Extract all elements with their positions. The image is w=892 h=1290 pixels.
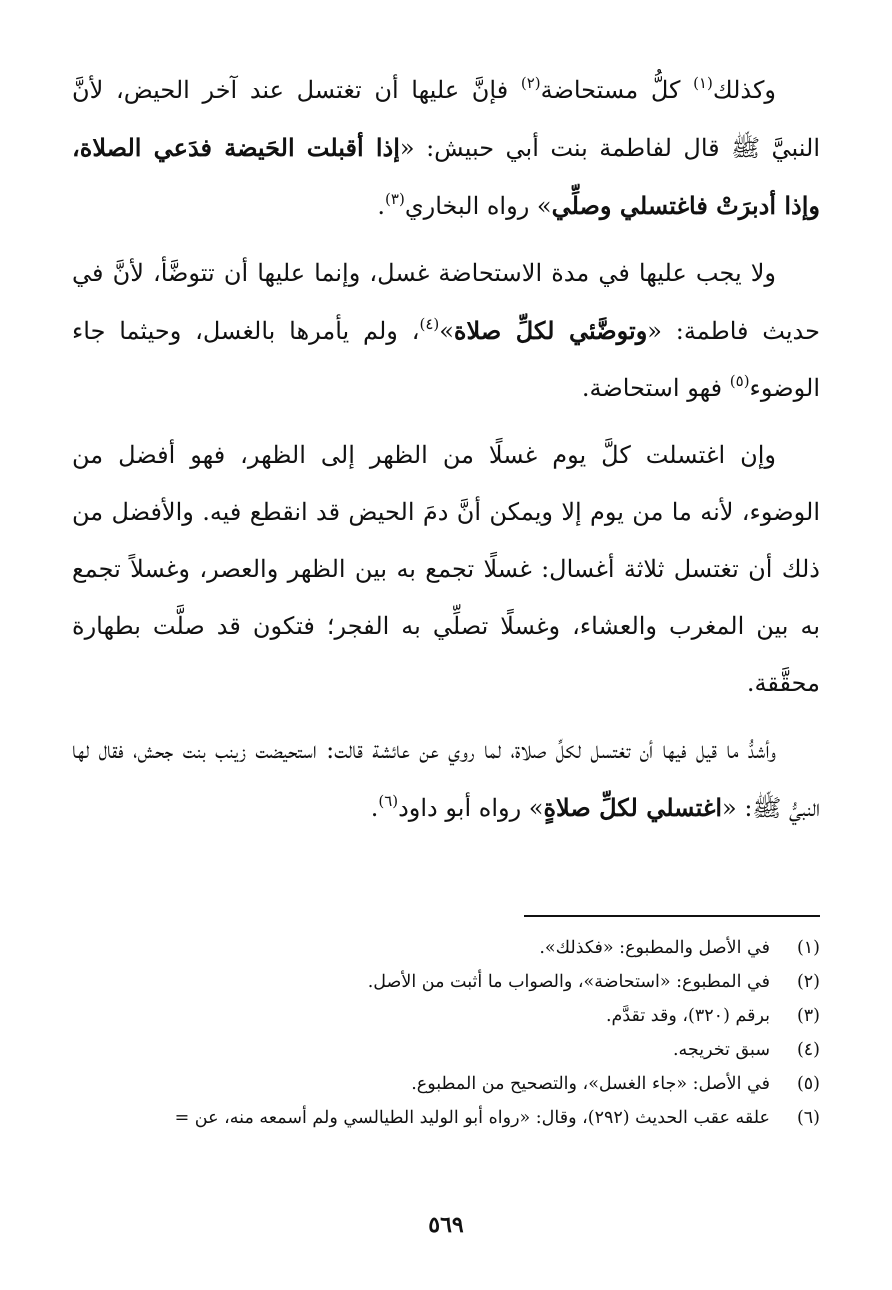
footnote-number: (٣) (796, 1006, 820, 1026)
hadith-quote: اغتسلي لكلِّ صلاةٍ (543, 793, 723, 822)
hadith-quote: وتوضَّئي لكلِّ صلاة (453, 316, 648, 345)
footnote-text: علقه عقب الحديث (٢٩٢)، وقال: «رواه أبو الوليد الطيالسي ولم أسمعه منه، عن = (174, 1108, 770, 1128)
text-run: » رواه أبو داود (398, 794, 544, 822)
footnotes (72, 931, 820, 1135)
text-run: . (377, 192, 386, 220)
footnote-number: (٥) (796, 1074, 820, 1094)
footnote-item (72, 1101, 820, 1135)
footnote-item (72, 931, 820, 965)
text-run: وإن اغتسلت كلَّ يوم غسلًا من الظهر إلى الظهر، فهو أفضل من الوضوء، لأنه ما من يوم إلا ويمكن أنَّ دمَ الحيض قد انقطع فيه. والأفضل من ذلك أن تغتسل ثلاثة أغسال: غسلًا تجمع به بين الظهر والعصر، وغسلاً تجمع به بين المغرب والعشاء، وغسلًا تصلِّي به الفجر؛ فتكون قد صلَّت بطهارة محقَّقة. (72, 441, 820, 697)
footnote-rule-wrap (72, 877, 820, 917)
footnote-marker: (٣) (385, 190, 405, 208)
footnote-item (72, 999, 820, 1033)
text-run: ، ولم يأمرها بالغسل، وحيثما جاء الوضوء (72, 317, 820, 402)
text-run: . (370, 794, 379, 822)
footnote-text: سبق تخريجه. (672, 1040, 770, 1060)
footnote-text: في الأصل: «جاء الغسل»، والتصحيح من المطبوع. (411, 1074, 770, 1094)
footnote-separator (524, 915, 820, 917)
text-run: ولا يجب عليها في مدة الاستحاضة غسل، وإنما عليها أن تتوضَّأ، لأنَّ في حديث فاطمة: « (72, 259, 820, 345)
footnote-marker: (١) (693, 74, 713, 92)
footnote-item (72, 1033, 820, 1067)
footnote-marker: (٥) (729, 372, 750, 390)
main-text (72, 62, 820, 837)
text-run: وكذلك (712, 76, 776, 104)
page-number: ٥٦٩ (428, 1212, 464, 1238)
footnote-text: في المطبوع: «استحاضة»، والصواب ما أثبت من الأصل. (367, 972, 770, 992)
paragraph (72, 245, 820, 417)
paragraph (72, 427, 820, 712)
footnote-number: (٦) (796, 1108, 820, 1128)
paragraph (72, 722, 820, 837)
footnote-marker: (٢) (520, 74, 541, 92)
text-run: » (439, 317, 454, 345)
footnote-item (72, 1067, 820, 1101)
paragraph (72, 62, 820, 235)
text-run: فهو استحاضة. (581, 374, 730, 402)
footnote-text: برقم (٣٢٠)، وقد تقدَّم. (605, 1006, 770, 1026)
footnote-number: (٤) (796, 1040, 820, 1060)
footnote-number: (١) (796, 938, 820, 958)
hadith-quote: إذا أقبلت الحَيضة فدَعي الصلاة، وإذا أدبرَتْ فاغتسلي وصلِّي (72, 133, 820, 220)
text-run: وأشدُّ ما قيل فيها أن تغتسل لكلِّ صلاة، لما روي عن عائشة قالت: استحيضت زينب بنت جحش، فقال لها النبيُّ ﷺ: « (72, 736, 820, 822)
footnote-item (72, 965, 820, 999)
footnote-marker: (٤) (419, 315, 440, 333)
footnote-number: (٢) (796, 972, 820, 992)
footnote-marker: (٦) (378, 792, 399, 810)
footnote-text: في الأصل والمطبوع: «فكذلك». (539, 938, 770, 958)
text-run: كلُّ مستحاضة (540, 76, 694, 104)
text-run: فإنَّ عليها أن تغتسل عند آخر الحيض، لأنَّ النبيَّ ﷺ قال لفاطمة بنت أبي حبيش: « (72, 76, 821, 162)
text-run: » رواه البخاري (404, 192, 552, 220)
